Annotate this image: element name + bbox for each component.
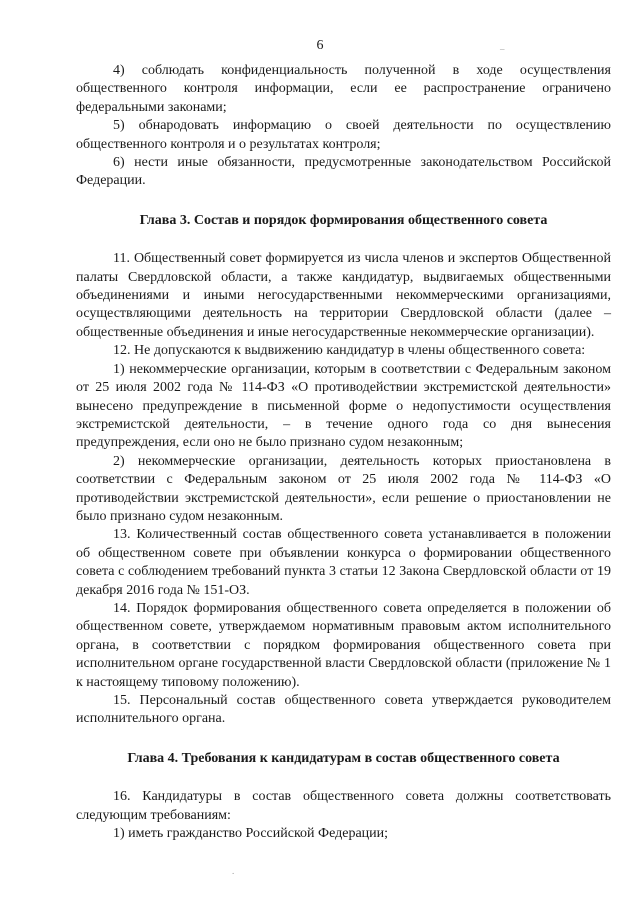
spacer	[76, 191, 611, 212]
spacer	[76, 768, 611, 788]
clause-16-item-1: 1) иметь гражданство Российской Федерации;	[113, 826, 389, 842]
document-body	[76, 62, 611, 843]
duty-item-4: 4) соблюдать конфиденциальность полученной в ходе осуществления общественного контроля информации, если ее распространение ограничено федеральными законами;	[76, 63, 611, 115]
clause-12-item-1: 1) некоммерческие организации, которым в соответствии с Федеральным законом от 25 июля 2002 года № 114-ФЗ «О противодействии экстремистской деятельности» вынесено предупреждение в письменной форме о недопустимости осуществления экстремистской деятельности, – в течение одного года со дня вынесения предупреждения, если оно не было признано судом незаконным;	[76, 361, 611, 451]
chapter-3-heading: Глава 3. Состав и порядок формирования общественного совета	[139, 212, 548, 228]
duty-item-6: 6) нести иные обязанности, предусмотренные законодательством Российской Федерации.	[76, 155, 611, 189]
clause-13: 13. Количественный состав общественного совета устанавливается в положении об общественном совете при объявлении конкурса о формировании общественного совета с соблюдением требований пункта 3 статьи 12 Закона Свердловской области от 19 декабря 2016 года № 151-ОЗ.	[76, 527, 611, 598]
scan-artifact: –	[500, 44, 505, 54]
duty-item-5: 5) обнародовать информацию о своей деятельности по осуществлению общественного контроля и о результатах контроля;	[76, 118, 611, 152]
spacer	[76, 729, 611, 750]
page-number: 6	[316, 38, 324, 53]
clause-12: 12. Не допускаются к выдвижению кандидатур в члены общественного совета:	[113, 343, 586, 359]
clause-11: 11. Общественный совет формируется из числа членов и экспертов Общественной палаты Свердловской области, а также кандидатур, выдвигаемых общественными объединениями и иными негосударственными некоммерческими организациями, осуществляющими деятельность на территории Свердловской области (далее – общественные объединения и иные негосударственные некоммерческие организации).	[76, 251, 611, 340]
spacer	[76, 230, 611, 250]
scan-artifact: .	[232, 866, 235, 876]
chapter-4-heading: Глава 4. Требования к кандидатурам в состав общественного совета	[127, 750, 560, 766]
clause-16: 16. Кандидатуры в состав общественного совета должны соответствовать следующим требованиям:	[76, 789, 611, 823]
clause-12-item-2: 2) некоммерческие организации, деятельность которых приостановлена в соответствии с Федеральным законом от 25 июля 2002 года № 114-ФЗ «О противодействии экстремистской деятельности», если решение о приостановлении не было признано судом незаконным.	[76, 453, 611, 524]
clause-15: 15. Персональный состав общественного совета утверждается руководителем исполнительного органа.	[76, 693, 611, 727]
clause-14: 14. Порядок формирования общественного совета определяется в положении об общественном совете, утверждаемом нормативным правовым актом исполнительного органа, в соответствии с порядком формирования общественного совета при исполнительном органе государственной власти Свердловской области (приложение № 1 к настоящему типовому положению).	[76, 600, 611, 690]
